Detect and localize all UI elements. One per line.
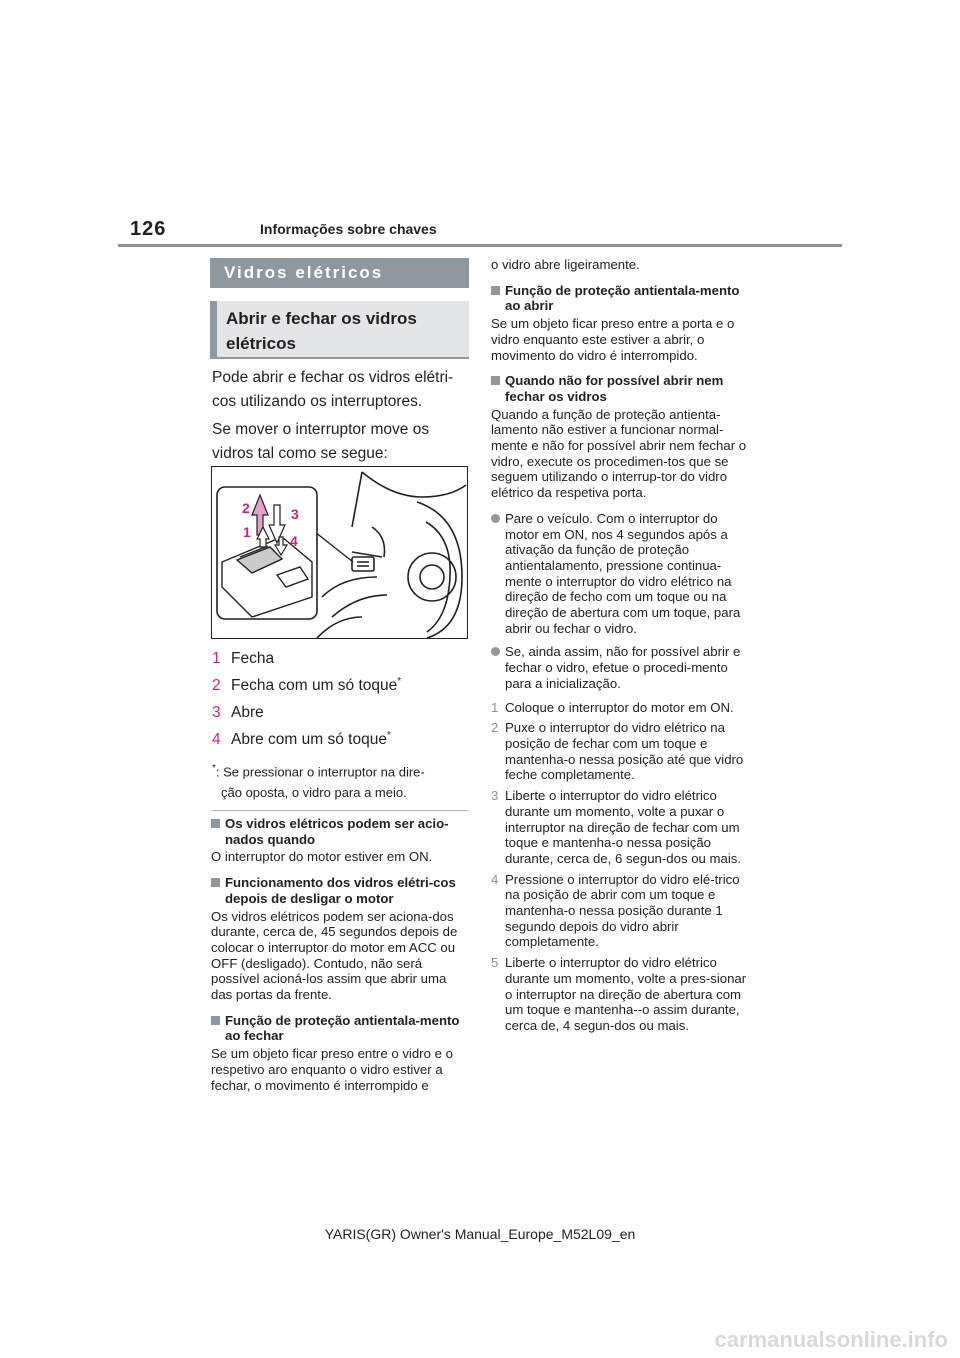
page-footer: YARIS(GR) Owner's Manual_Europe_M52L09_en xyxy=(324,1226,636,1242)
continued-text: o vidro abre ligeiramente. xyxy=(491,257,640,272)
procedure-step xyxy=(491,788,753,867)
step-number: 1 xyxy=(491,699,499,715)
running-header-title: Informações sobre chaves xyxy=(260,221,437,237)
note-text: Quando a função de proteção antienta-lamento não estiver a funcionar normal-mente e não for possível abrir nem fechar o vidro, execute os procedimen-tos que se seguem utilizando o interrup-tor do vidro elétrico da respetiva porta. xyxy=(491,406,747,501)
note-text: Se um objeto ficar preso entre a porta e o vidro enquanto este estiver a abrir, o movimento do vidro é interrompido. xyxy=(491,316,735,363)
intro-text xyxy=(212,366,470,470)
step-text: Pressione o interruptor do vidro elé-trico na posição de abrir com um toque e mantenha-o nessa posição durante 1 segundo depois do vidro abrir completamente. xyxy=(505,871,740,950)
footnote-mark: * xyxy=(212,763,216,774)
legend-text: Fecha com um só toque xyxy=(231,677,398,695)
figure-label-2: 2 xyxy=(242,500,250,516)
footnote-text-1: : Se pressionar o interruptor na dire- xyxy=(215,764,425,780)
switch-legend xyxy=(212,646,470,754)
right-notes-column xyxy=(491,257,753,1039)
power-window-switch-illustration xyxy=(211,466,468,639)
legend-item xyxy=(212,700,470,727)
watermark: carmanualsonline.info xyxy=(714,1327,948,1352)
note-heading: Função de proteção antientala-mento ao abrir xyxy=(491,283,753,314)
legend-item xyxy=(212,673,470,700)
step-number: 4 xyxy=(491,871,499,887)
step-text: Liberte o interruptor do vidro elétrico durante um momento, volte a puxar o interruptor na direção de fechar com um toque e mantenha-o nessa posição durante, cerca de, 6 segun-dos ou mais. xyxy=(505,788,742,866)
section-divider xyxy=(211,810,469,811)
footnote xyxy=(212,758,470,803)
intro-paragraph-1: Pode abrir e fechar os vidros elétri-cos utilizando os interruptores. xyxy=(212,369,454,410)
legend-number: 1 xyxy=(212,650,221,668)
footnote-line-2: ção oposta, o vidro para a meio. xyxy=(221,785,407,801)
header-rule xyxy=(118,244,842,247)
procedure-step xyxy=(491,872,753,951)
section-title: Vidros elétricos xyxy=(210,258,469,288)
bullet-item: Pare o veículo. Com o interruptor do motor em ON, nos 4 segundos após a ativação da função de proteção antientalamento, pressione continua-mente o interruptor do vidro elétrico na direção de fecho com um toque ou na direção de abertura com um toque, para abrir ou fechar o vidro. xyxy=(491,511,753,637)
switch-diagram xyxy=(212,467,467,638)
bullet-item: Se, ainda assim, não for possível abrir e fechar o vidro, efetue o procedi-mento para a inicialização. xyxy=(491,644,753,691)
intro-paragraph-2: Se mover o interruptor move os vidros tal como se segue: xyxy=(212,421,430,462)
step-text: Coloque o interruptor do motor em ON. xyxy=(505,699,734,715)
footnote-line-1 xyxy=(212,758,470,782)
left-notes-column xyxy=(211,816,469,1103)
legend-star: * xyxy=(397,676,402,687)
note-text: Se um objeto ficar preso entre o vidro e o respetivo aro enquanto o vidro estiver a fechar, o movimento é interrompido e xyxy=(211,1046,453,1093)
procedure-step xyxy=(491,720,753,783)
step-text: Puxe o interruptor do vidro elétrico na posição de fechar com um toque e mantenha-o nessa posição até que vidro feche completamente. xyxy=(505,720,744,783)
legend-item xyxy=(212,727,470,754)
legend-text: Abre xyxy=(231,704,264,722)
legend-number: 3 xyxy=(212,704,221,722)
legend-text: Fecha xyxy=(231,650,275,668)
legend-number: 4 xyxy=(212,731,221,749)
note-text: O interruptor do motor estiver em ON. xyxy=(211,849,433,865)
figure-label-4: 4 xyxy=(290,533,298,549)
procedure-step xyxy=(491,955,753,1034)
figure-label-1: 1 xyxy=(243,524,251,540)
legend-item xyxy=(212,646,470,673)
subsection-title: Abrir e fechar os vidros elétricos xyxy=(210,301,469,357)
subsection-rule xyxy=(210,357,469,359)
legend-star: * xyxy=(386,730,391,741)
step-number: 5 xyxy=(491,955,499,971)
legend-number: 2 xyxy=(212,677,221,695)
legend-text: Abre com um só toque xyxy=(231,731,387,749)
step-number: 3 xyxy=(491,788,499,804)
note-heading: Os vidros elétricos podem ser acio-nados quando xyxy=(211,816,469,847)
note-heading: Quando não for possível abrir nem fechar os vidros xyxy=(491,373,753,404)
note-heading: Função de proteção antientala-mento ao fechar xyxy=(211,1013,469,1044)
step-text: Liberte o interruptor do vidro elétrico durante um momento, volte a pres-sionar o interruptor na direção de abertura com um toque e mantenha--o assim durante, cerca de, 4 segun-dos ou mais. xyxy=(505,955,747,1033)
figure-label-3: 3 xyxy=(291,506,299,522)
note-heading: Funcionamento dos vidros elétri-cos depois de desligar o motor xyxy=(211,875,469,906)
procedure-step xyxy=(491,700,753,716)
page-number: 126 xyxy=(130,218,167,240)
note-text: Os vidros elétricos podem ser aciona-dos durante, cerca de, 45 segundos depois de colocar o interruptor do motor em ACC ou OFF (desligado). Contudo, não será possível acioná-los assim que abrir uma das portas da frente. xyxy=(211,908,458,1003)
step-number: 2 xyxy=(491,720,499,736)
